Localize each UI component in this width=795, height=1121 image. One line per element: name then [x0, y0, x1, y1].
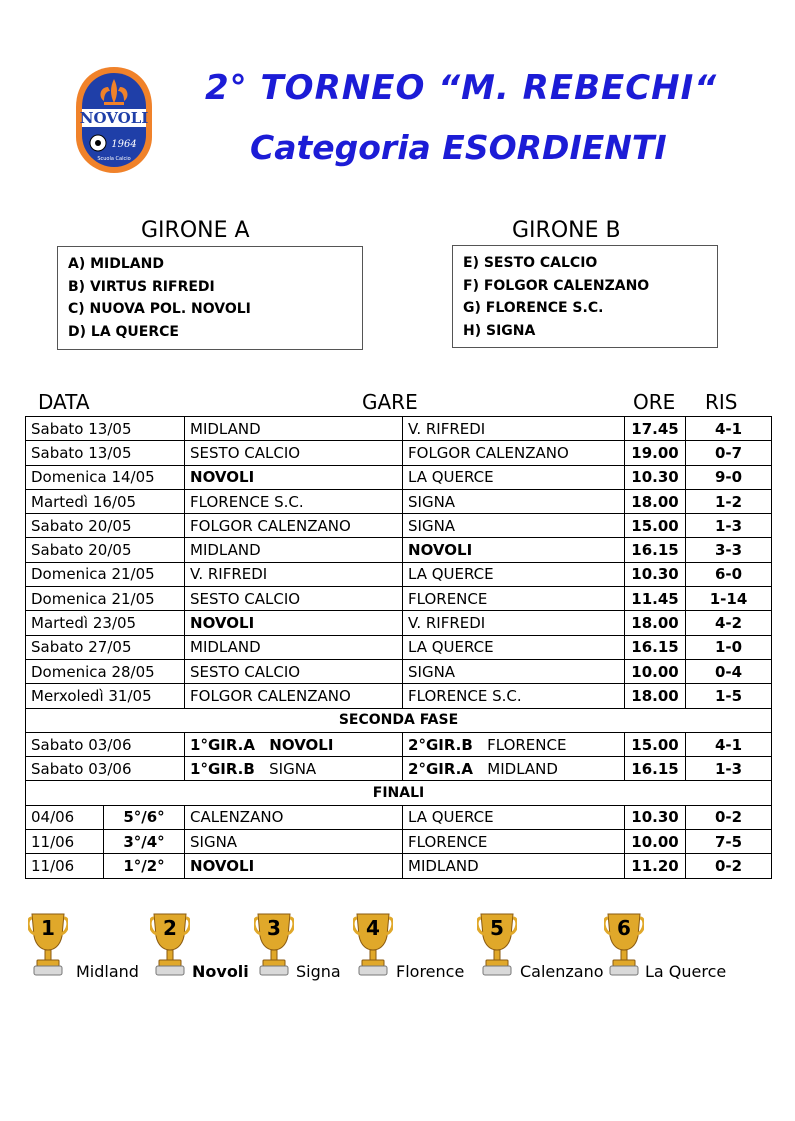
match-result: 1-3 [686, 757, 772, 781]
final-date: 04/06 [26, 805, 104, 829]
group-a-team: A) MIDLAND [68, 256, 164, 272]
table-row [26, 417, 772, 441]
home-position: 1°GIR.B [190, 759, 255, 778]
group-a-box [57, 246, 363, 350]
match-result: 3-3 [686, 538, 772, 562]
match-away-team: MIDLAND [403, 854, 625, 878]
match-away-team [403, 732, 625, 756]
final-placing: 3°/4° [104, 830, 185, 854]
away-position: 2°GIR.B [408, 735, 473, 754]
match-time: 15.00 [625, 514, 686, 538]
match-time: 15.00 [625, 732, 686, 756]
match-home-team [185, 757, 403, 781]
match-home-team: V. RIFREDI [185, 562, 403, 586]
table-row [26, 757, 772, 781]
match-away-team: LA QUERCE [403, 562, 625, 586]
trophy-icon [353, 910, 393, 978]
trophy-rank: 6 [617, 916, 631, 940]
match-date: Domenica 28/05 [26, 659, 185, 683]
match-date: Domenica 14/05 [26, 465, 185, 489]
match-date: Martedì 16/05 [26, 489, 185, 513]
trophy-rank: 2 [163, 916, 177, 940]
match-time: 16.15 [625, 635, 686, 659]
match-result: 9-0 [686, 465, 772, 489]
match-date: Sabato 03/06 [26, 732, 185, 756]
header-date: DATA [38, 390, 90, 414]
table-row [26, 805, 772, 829]
table-row [26, 732, 772, 756]
final-date: 11/06 [26, 830, 104, 854]
match-result: 1-3 [686, 514, 772, 538]
logo-subtitle-text: Scuola Calcio [97, 156, 131, 162]
match-home-team: NOVOLI [185, 611, 403, 635]
match-time: 16.15 [625, 538, 686, 562]
match-away-team: LA QUERCE [403, 465, 625, 489]
table-row [26, 441, 772, 465]
home-team-name: NOVOLI [269, 735, 334, 754]
group-b-team: H) SIGNA [463, 322, 536, 339]
match-home-team: MIDLAND [185, 538, 403, 562]
match-away-team: FLORENCE [403, 587, 625, 611]
match-result: 1-2 [686, 489, 772, 513]
table-row [26, 465, 772, 489]
match-away-team: LA QUERCE [403, 635, 625, 659]
match-home-team: NOVOLI [185, 465, 403, 489]
trophy-icon [254, 910, 294, 978]
match-date: Sabato 13/05 [26, 441, 185, 465]
trophy-rank: 4 [366, 916, 380, 940]
table-row [26, 684, 772, 708]
final-placing: 5°/6° [104, 805, 185, 829]
match-time: 11.45 [625, 587, 686, 611]
match-home-team: FOLGOR CALENZANO [185, 514, 403, 538]
match-home-team: NOVOLI [185, 854, 403, 878]
group-b-team: F) FOLGOR CALENZANO [463, 277, 650, 294]
match-away-team: FOLGOR CALENZANO [403, 441, 625, 465]
table-row [26, 587, 772, 611]
group-a-team: C) NUOVA POL. NOVOLI [68, 301, 251, 317]
section-finals: FINALI [26, 781, 772, 805]
group-a-team: D) LA QUERCE [68, 323, 179, 340]
match-home-team: SESTO CALCIO [185, 659, 403, 683]
trophy-icon [477, 910, 517, 978]
table-row [26, 659, 772, 683]
match-away-team: LA QUERCE [403, 805, 625, 829]
match-date: Sabato 27/05 [26, 635, 185, 659]
final-date: 11/06 [26, 854, 104, 878]
home-team-name: SIGNA [269, 759, 317, 778]
final-placing: 1°/2° [104, 854, 185, 878]
match-result: 1-0 [686, 635, 772, 659]
group-a-team: B) VIRTUS RIFREDI [68, 278, 215, 295]
schedule-table [25, 416, 772, 879]
match-time: 18.00 [625, 684, 686, 708]
logo-name-text: NOVOLI [79, 109, 149, 127]
podium-team: Signa [296, 962, 341, 981]
match-home-team: SESTO CALCIO [185, 587, 403, 611]
match-result: 4-1 [686, 417, 772, 441]
match-time: 18.00 [625, 489, 686, 513]
match-time: 10.00 [625, 659, 686, 683]
match-date: Sabato 03/06 [26, 757, 185, 781]
tournament-title: 2° TORNEO “M. REBECHI“ [205, 68, 718, 108]
category-title: Categoria ESORDIENTI [250, 128, 667, 167]
table-row [26, 514, 772, 538]
match-time: 16.15 [625, 757, 686, 781]
match-home-team [185, 732, 403, 756]
section-second-phase: SECONDA FASE [26, 708, 772, 732]
match-date: Domenica 21/05 [26, 587, 185, 611]
match-home-team: SIGNA [185, 830, 403, 854]
match-date: Martedì 23/05 [26, 611, 185, 635]
section-row [26, 781, 772, 805]
match-date: Merxoledì 31/05 [26, 684, 185, 708]
match-away-team: FLORENCE S.C. [403, 684, 625, 708]
trophy-icon [28, 910, 68, 978]
match-date: Domenica 21/05 [26, 562, 185, 586]
podium-team: Novoli [192, 962, 249, 981]
match-away-team: SIGNA [403, 514, 625, 538]
match-time: 18.00 [625, 611, 686, 635]
away-team-name: FLORENCE [487, 735, 567, 754]
match-away-team: FLORENCE [403, 830, 625, 854]
match-date: Sabato 13/05 [26, 417, 185, 441]
match-result: 0-2 [686, 805, 772, 829]
match-time: 10.30 [625, 805, 686, 829]
podium-team: Florence [396, 962, 465, 981]
match-time: 11.20 [625, 854, 686, 878]
match-result: 0-2 [686, 854, 772, 878]
match-result: 1-14 [686, 587, 772, 611]
trophy-icon [150, 910, 190, 978]
logo-year-text: 1964 [111, 139, 137, 150]
trophy-rank: 5 [490, 916, 504, 940]
match-result: 1-5 [686, 684, 772, 708]
group-b-team: G) FLORENCE S.C. [463, 300, 604, 316]
match-date: Sabato 20/05 [26, 514, 185, 538]
match-result: 6-0 [686, 562, 772, 586]
match-away-team [403, 757, 625, 781]
trophy-rank: 3 [267, 916, 281, 940]
match-result: 4-1 [686, 732, 772, 756]
match-home-team: SESTO CALCIO [185, 441, 403, 465]
section-row [26, 708, 772, 732]
match-result: 4-2 [686, 611, 772, 635]
table-row [26, 611, 772, 635]
trophy-icon [604, 910, 644, 978]
novoli-logo [74, 65, 154, 175]
group-b-team: E) SESTO CALCIO [463, 255, 598, 271]
header-time: ORE [633, 390, 676, 414]
podium-team: La Querce [645, 962, 727, 981]
match-home-team: CALENZANO [185, 805, 403, 829]
match-result: 7-5 [686, 830, 772, 854]
away-team-name: MIDLAND [487, 759, 558, 778]
home-position: 1°GIR.A [190, 735, 255, 754]
table-row [26, 830, 772, 854]
match-time: 10.00 [625, 830, 686, 854]
match-home-team: MIDLAND [185, 635, 403, 659]
away-position: 2°GIR.A [408, 759, 473, 778]
group-b-box [452, 245, 718, 348]
match-time: 10.30 [625, 465, 686, 489]
match-time: 17.45 [625, 417, 686, 441]
table-row [26, 538, 772, 562]
match-time: 10.30 [625, 562, 686, 586]
group-b-title: GIRONE B [512, 218, 621, 243]
match-result: 0-4 [686, 659, 772, 683]
table-row [26, 854, 772, 878]
match-home-team: FLORENCE S.C. [185, 489, 403, 513]
match-result: 0-7 [686, 441, 772, 465]
header-matches: GARE [362, 390, 418, 414]
match-time: 19.00 [625, 441, 686, 465]
table-row [26, 562, 772, 586]
match-away-team: V. RIFREDI [403, 611, 625, 635]
group-a-title: GIRONE A [141, 218, 250, 243]
match-away-team: SIGNA [403, 659, 625, 683]
header-result: RIS [705, 390, 738, 414]
table-row [26, 489, 772, 513]
podium-team: Calenzano [520, 962, 604, 981]
match-away-team: NOVOLI [403, 538, 625, 562]
match-date: Sabato 20/05 [26, 538, 185, 562]
match-away-team: V. RIFREDI [403, 417, 625, 441]
match-home-team: MIDLAND [185, 417, 403, 441]
match-home-team: FOLGOR CALENZANO [185, 684, 403, 708]
trophy-rank: 1 [41, 916, 55, 940]
match-away-team: SIGNA [403, 489, 625, 513]
podium-team: Midland [76, 962, 139, 981]
table-row [26, 635, 772, 659]
